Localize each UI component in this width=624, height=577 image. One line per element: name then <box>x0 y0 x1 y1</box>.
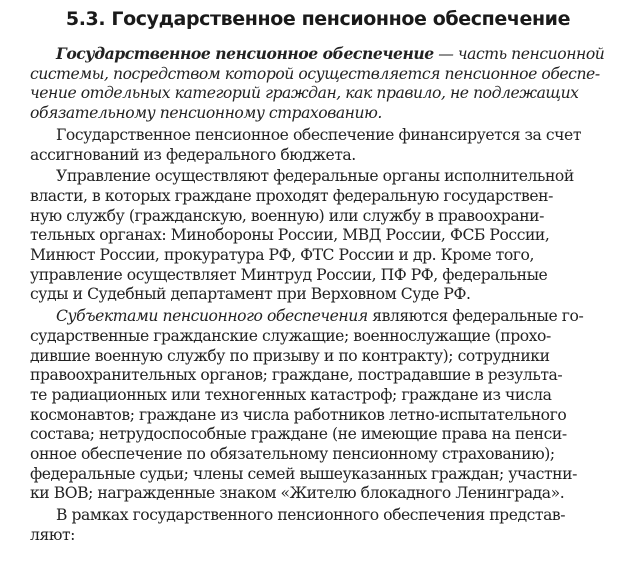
paragraph-subjects <box>30 307 606 504</box>
text-line: ки ВОВ; награжденные знаком «Жителю блокадного Ленинграда». <box>30 484 565 503</box>
paragraph-financing <box>30 126 606 165</box>
text-line: космонавтов; граждане из числа работников летно-испытательного <box>30 405 567 424</box>
text-line: онное обеспечение по обязательному пенсионному страхованию); <box>30 445 555 464</box>
section-heading: 5.3. Государственное пенсионное обеспечение <box>65 8 571 30</box>
text-line: сударственные гражданские служащие; военнослужащие (прохо- <box>30 326 551 345</box>
text-line: Минюст России, прокуратура РФ, ФТС России и др. Кроме того, <box>30 246 534 265</box>
text-line: ную службу (гражданскую, военную) или службу в правоохрани- <box>30 206 544 225</box>
paragraph-framework <box>30 506 606 545</box>
text-line: тельных органах: Минобороны России, МВД России, ФСБ России, <box>30 226 550 245</box>
text-line: Государственное пенсионное обеспечение финансируется за счет <box>56 125 581 144</box>
text-line: федеральные судьи; члены семей вышеуказанных граждан; участни- <box>30 464 577 483</box>
text-line: Субъектами пенсионного обеспечения являются федеральные го- <box>56 307 584 326</box>
text-line: ляют: <box>30 525 75 544</box>
text-line: Управление осуществляют федеральные органы исполнительной <box>56 167 574 186</box>
text-line: состава; нетрудоспособные граждане (не имеющие права на пенси- <box>30 425 567 444</box>
paragraph-definition <box>30 44 606 124</box>
paragraph-management <box>30 167 606 305</box>
text-line: системы, посредством которой осуществляется пенсионное обеспе- <box>30 64 600 83</box>
text-line: власти, в которых граждане проходят федеральную государствен- <box>30 186 553 205</box>
text-line: чение отдельных категорий граждан, как правило, не подлежащих <box>30 84 579 103</box>
text-line: правоохранительных органов; граждане, пострадавшие в результа- <box>30 366 563 385</box>
italic-term: Субъектами пенсионного обеспечения <box>56 307 368 326</box>
text-line: В рамках государственного пенсионного обеспечения представ- <box>56 506 566 525</box>
text-line: суды и Судебный департамент при Верховном Суде РФ. <box>30 285 471 304</box>
text-line: Государственное пенсионное обеспечение — часть пенсионной <box>56 44 605 63</box>
defined-term: Государственное пенсионное обеспечение <box>56 44 434 63</box>
text-line: дившие военную службу по призыву и по контракту); сотрудники <box>30 346 550 365</box>
document-body <box>30 44 606 546</box>
text-line: ассигнований из федерального бюджета. <box>30 145 356 164</box>
text-line: управление осуществляет Минтруд России, ПФ РФ, федеральные <box>30 265 548 284</box>
text-line: те радиационных или техногенных катастроф; граждане из числа <box>30 385 552 404</box>
text-line: обязательному пенсионному страхованию. <box>30 104 382 123</box>
